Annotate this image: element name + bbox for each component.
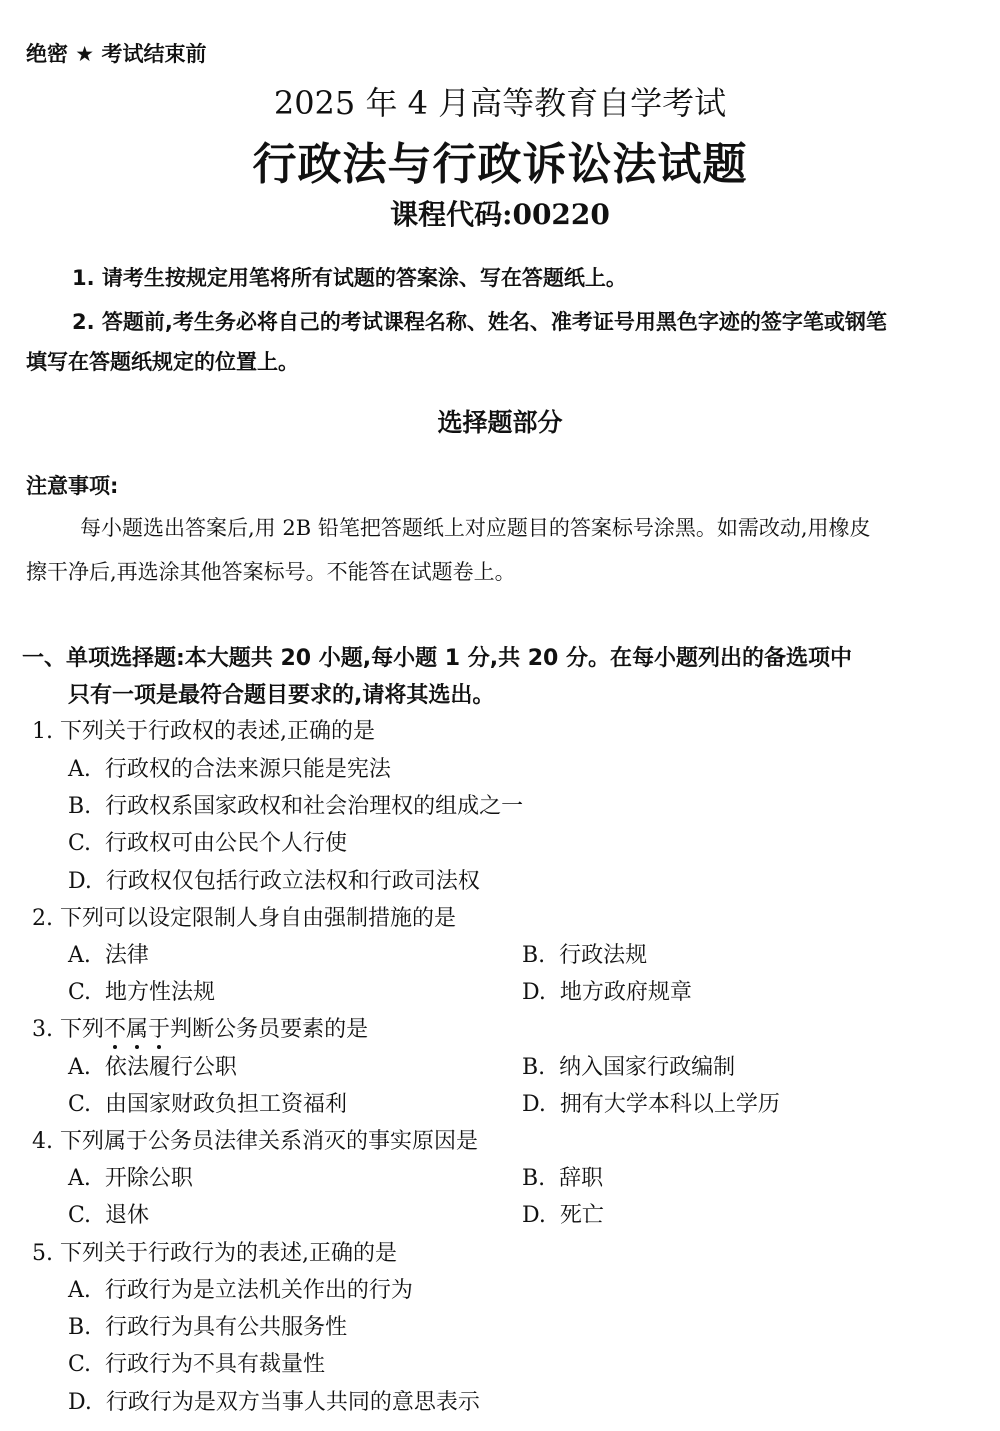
option-2d[interactable] (522, 975, 692, 1006)
notice-line-1: 每小题选出答案后,用 2B 铅笔把答题纸上对应题目的答案标号涂黑。如需改动,用橡皮 (80, 516, 871, 540)
emphasis-char: 不 (104, 1017, 127, 1042)
option-label: B. (522, 943, 546, 968)
option-1a[interactable] (68, 752, 391, 783)
option-2b[interactable] (522, 938, 647, 969)
part-one-title-line1: 一、单项选择题:本大题共 20 小题,每小题 1 分,共 20 分。在每小题列出的备选项中 (22, 646, 853, 671)
option-label: A. (68, 757, 91, 782)
option-text: 地方政府规章 (559, 980, 692, 1005)
option-label: C. (68, 980, 92, 1005)
option-text: 行政权的合法来源只能是宪法 (104, 757, 391, 782)
option-text: 依法履行公职 (104, 1055, 237, 1080)
option-text: 地方性法规 (105, 980, 216, 1005)
question-stem: 下列可以设定限制人身自由强制措施的是 (60, 906, 457, 931)
stem-text: 判断公务员要素的是 (170, 1017, 369, 1042)
option-label: A. (68, 1166, 91, 1191)
option-text: 纳入国家行政编制 (559, 1055, 736, 1080)
emphasis-char: 属 (126, 1017, 149, 1042)
question-2 (32, 901, 456, 932)
option-5d[interactable] (68, 1385, 480, 1416)
option-label: C. (68, 1092, 92, 1117)
option-label: A. (68, 1278, 91, 1303)
option-5a[interactable] (68, 1273, 413, 1304)
question-3 (32, 1012, 368, 1043)
option-label: B. (522, 1055, 546, 1080)
emphasis-char: 于 (148, 1017, 171, 1042)
option-label: D. (68, 1390, 92, 1415)
option-text: 行政行为不具有裁量性 (105, 1352, 326, 1377)
subject-title: 行政法与行政诉讼法试题 (252, 139, 748, 190)
option-3b[interactable] (522, 1050, 735, 1081)
option-1c[interactable] (68, 826, 347, 857)
option-text: 行政权仅包括行政立法权和行政司法权 (105, 869, 480, 894)
option-label: D. (68, 869, 92, 894)
option-text: 行政权系国家政权和社会治理权的组成之一 (105, 794, 524, 819)
option-text: 辞职 (559, 1166, 604, 1191)
option-label: D. (522, 1092, 546, 1117)
option-text: 行政行为是双方当事人共同的意思表示 (105, 1390, 480, 1415)
question-number: 4. (32, 1129, 53, 1154)
part-one-title-line2: 只有一项是最符合题目要求的,请将其选出。 (68, 683, 495, 708)
option-label: A. (68, 1055, 91, 1080)
confidential-mark: 绝密 ★ 考试结束前 (26, 42, 207, 66)
instruction-2: 2. 答题前,考生务必将自己的考试课程名称、姓名、准考证号用黑色字迹的签字笔或钢笔 (72, 310, 887, 334)
option-2a[interactable] (68, 938, 149, 969)
option-text: 死亡 (559, 1203, 604, 1228)
option-4a[interactable] (68, 1161, 193, 1192)
option-text: 行政权可由公民个人行使 (105, 831, 348, 856)
option-4b[interactable] (522, 1161, 603, 1192)
question-stem: 下列关于行政行为的表述,正确的是 (60, 1241, 397, 1266)
notice-label: 注意事项: (26, 474, 119, 498)
question-number: 5. (32, 1241, 53, 1266)
question-stem: 下列属于公务员法律关系消灭的事实原因是 (60, 1129, 479, 1154)
option-text: 退休 (105, 1203, 150, 1228)
option-4c[interactable] (68, 1198, 149, 1229)
option-1d[interactable] (68, 864, 480, 895)
option-text: 开除公职 (104, 1166, 193, 1191)
option-label: C. (68, 831, 92, 856)
exam-title: 2025 年 4 月高等教育自学考试 (273, 84, 727, 122)
option-text: 行政法规 (559, 943, 648, 968)
question-4 (32, 1124, 478, 1155)
option-2c[interactable] (68, 975, 215, 1006)
option-label: A. (68, 943, 91, 968)
option-3c[interactable] (68, 1087, 347, 1118)
section-title: 选择题部分 (437, 408, 563, 437)
option-label: B. (68, 1315, 92, 1340)
stem-text: 下列 (60, 1017, 105, 1042)
option-text: 行政行为具有公共服务性 (105, 1315, 348, 1340)
option-text: 法律 (104, 943, 149, 968)
option-label: B. (68, 794, 92, 819)
option-label: C. (68, 1203, 92, 1228)
question-number: 3. (32, 1017, 53, 1042)
option-3d[interactable] (522, 1087, 780, 1118)
option-text: 行政行为是立法机关作出的行为 (104, 1278, 413, 1303)
option-label: D. (522, 1203, 546, 1228)
option-text: 由国家财政负担工资福利 (105, 1092, 348, 1117)
question-number: 1. (32, 719, 53, 744)
notice-line-2: 擦干净后,再选涂其他答案标号。不能答在试题卷上。 (26, 560, 516, 584)
option-text: 拥有大学本科以上学历 (559, 1092, 780, 1117)
course-code: 课程代码:00220 (390, 198, 610, 231)
instruction-2-cont: 填写在答题纸规定的位置上。 (26, 350, 299, 374)
question-stem: 下列关于行政权的表述,正确的是 (60, 719, 375, 744)
question-5 (32, 1236, 397, 1267)
option-5c[interactable] (68, 1347, 325, 1378)
instruction-1: 1. 请考生按规定用笔将所有试题的答案涂、写在答题纸上。 (72, 266, 627, 290)
question-number: 2. (32, 906, 53, 931)
option-5b[interactable] (68, 1310, 347, 1341)
option-1b[interactable] (68, 789, 523, 820)
option-label: C. (68, 1352, 92, 1377)
option-label: B. (522, 1166, 546, 1191)
question-1 (32, 714, 375, 745)
option-3a[interactable] (68, 1050, 237, 1081)
option-label: D. (522, 980, 546, 1005)
question-stem (60, 1017, 368, 1042)
option-4d[interactable] (522, 1198, 604, 1229)
